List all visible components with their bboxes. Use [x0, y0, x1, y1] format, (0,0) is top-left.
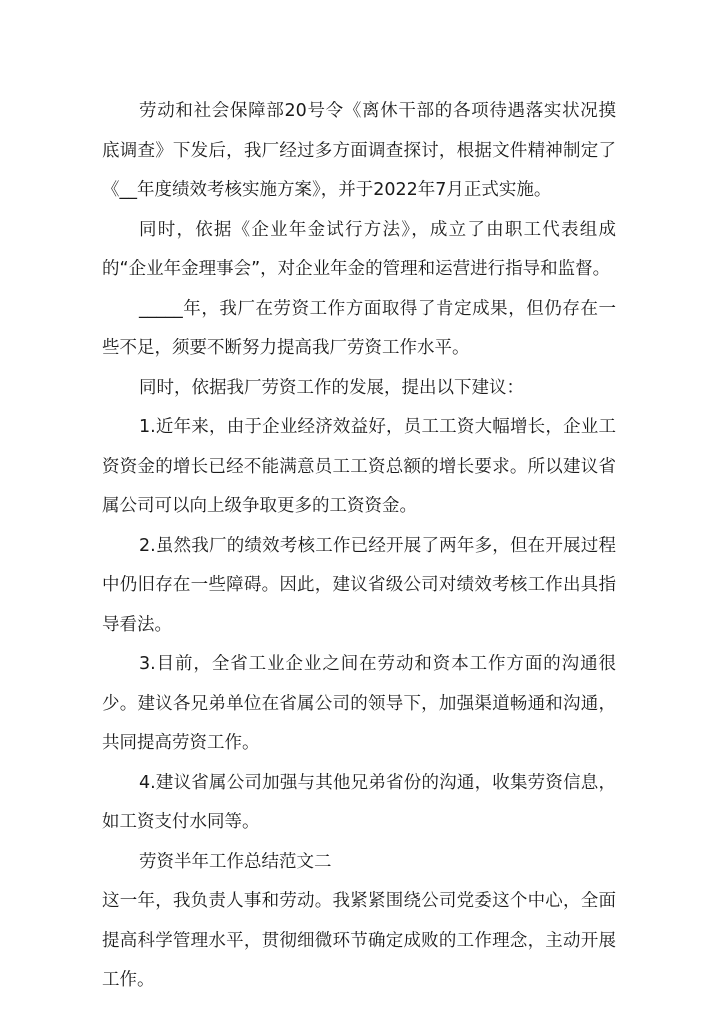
suggestion-item-1: 1.近年来，由于企业经济效益好，员工工资大幅增长，企业工资资金的增长已经不能满意员工工资总额的增长要求。所以建议省属公司可以向上级争取更多的工资资金。 [102, 417, 616, 516]
paragraph-intro: 劳动和社会保障部20号令《离休干部的各项待遇落实状况摸底调查》下发后，我厂经过多方面调查探讨，根据文件精神制定了《__年度绩效考核实施方案》，并于2022年7月正式实施。 [102, 101, 616, 200]
paragraph-enterprise-annuity: 同时，依据《企业年金试行方法》，成立了由职工代表组成的“企业年金理事会”，对企业年金的管理和运营进行指导和监督。 [102, 219, 616, 279]
suggestion-item-4: 4.建议省属公司加强与其他兄弟省份的沟通，收集劳资信息，如工资支付水同等。 [102, 772, 616, 832]
paragraph-closing: 这一年，我负责人事和劳动。我紧紧围绕公司党委这个中心，全面提高科学管理水平，贯彻细微环节确定成败的工作理念，主动开展工作。 [102, 891, 616, 990]
suggestion-item-3: 3.目前，全省工业企业之间在劳动和资本工作方面的沟通很少。建议各兄弟单位在省属公司的领导下，加强渠道畅通和沟通，共同提高劳资工作。 [102, 654, 616, 753]
document-body [102, 92, 616, 1001]
paragraph-achievements: _____年，我厂在劳资工作方面取得了肯定成果，但仍存在一些不足，须要不断努力提高我厂劳资工作水平。 [102, 298, 616, 358]
section-heading: 劳资半年工作总结范文二 [139, 851, 332, 872]
suggestion-item-2: 2.虽然我厂的绩效考核工作已经开展了两年多，但在开展过程中仍旧存在一些障碍。因此，建议省级公司对绩效考核工作出具指导看法。 [102, 535, 616, 635]
paragraph-suggestions-intro: 同时，依据我厂劳资工作的发展，提出以下建议： [139, 377, 524, 398]
